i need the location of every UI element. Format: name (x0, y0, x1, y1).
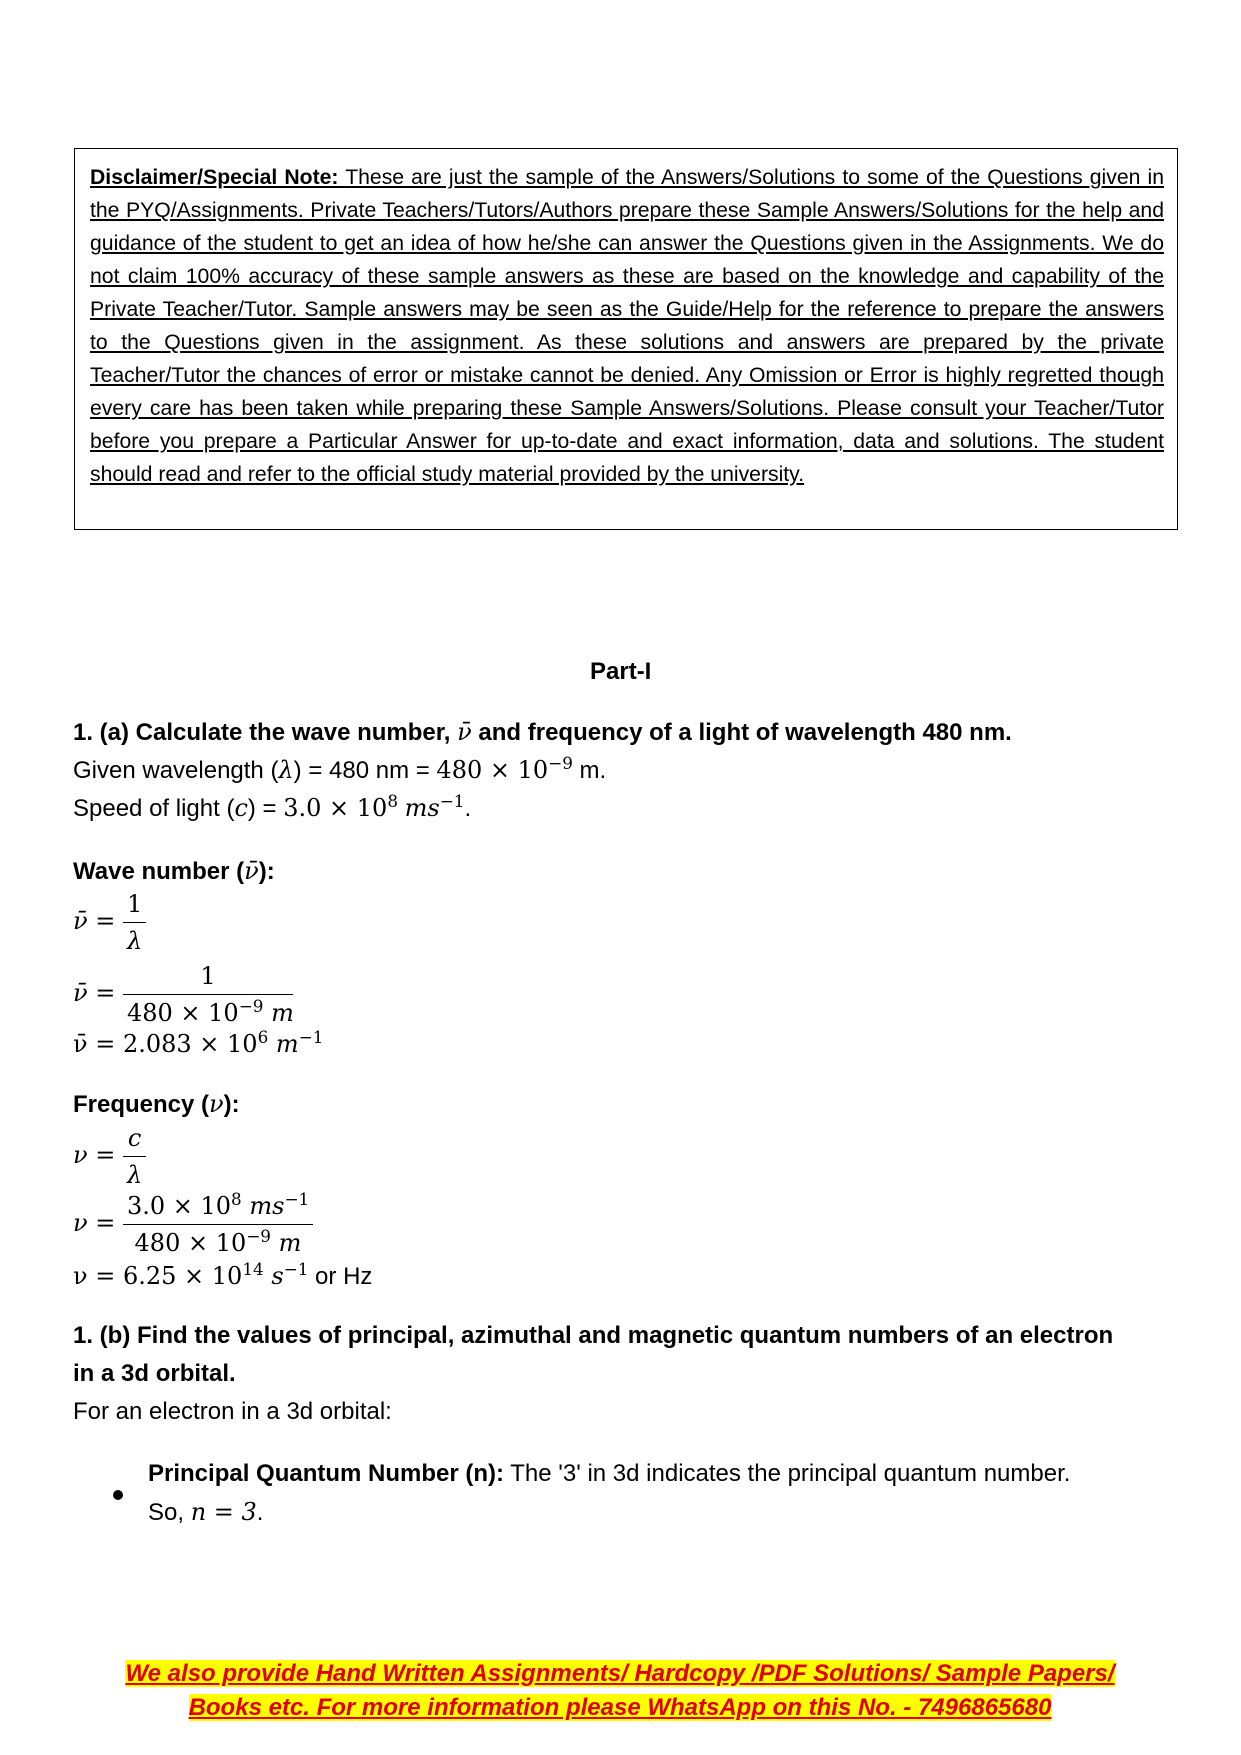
q1b-intro: For an electron in a 3d orbital: (73, 1398, 392, 1425)
equation-frequency-substitution: ν = $\frac{3.0 \times 10^8 ms^{-1}}{480 \times 10^{-9} m}$ (73, 1192, 313, 1257)
disclaimer-body: These are just the sample of the Answers/Solutions to some of the Questions given in the PYQ/Assignments. Private Teachers/Tutors/Authors prepare these Sample Answers/Solutions for the help and guidance of the student to get an idea of how he/she can answer the Questions given in the Assignments. We do not claim 100% accuracy of these sample answers as these are based on the knowledge and capability of the Private Teacher/Tutor. Sample answers may be seen as the Guide/Help for the reference to prepare the answers to the Questions given in the assignment. As these solutions and answers are prepared by the private Teacher/Tutor the chances of error or mistake cannot be denied. Any Omission or Error is highly regretted though every care has been taken while preparing these Sample Answers/Solutions. Please consult your Teacher/Tutor before you prepare a Particular Answer for up-to-date and exact information, data and solutions. The student should read and refer to the official study material provided by the university. (90, 166, 1164, 486)
bullet-principal-line2: So, n = 3. (148, 1498, 264, 1526)
part-title: Part-I (590, 658, 652, 685)
q1a-heading: 1. (a) Calculate the wave number, ν̄ and frequency of a light of wavelength 480 nm. (73, 718, 1012, 746)
equation-wavenumber-substitution: ν̄ = $\frac{1}{480 \times 10^{-9} m}$ (73, 962, 294, 1027)
q1b-heading-line1: 1. (b) Find the values of principal, azimuthal and magnetic quantum numbers of an electron (73, 1322, 1114, 1349)
q1b-heading-line2: in a 3d orbital. (73, 1360, 236, 1387)
disclaimer-text (90, 161, 1164, 491)
wave-number-heading: Wave number (ν̄): (73, 857, 275, 885)
equation-frequency-definition: ν = $\frac{c}{\lambda}$ (73, 1124, 146, 1189)
bullet-principal-line1: Principal Quantum Number (n): The '3' in 3d indicates the principal quantum number. (148, 1460, 1071, 1487)
footer-promo (60, 1657, 1180, 1725)
frequency-heading: Frequency (ν): (73, 1090, 240, 1118)
given-wavelength: Given wavelength (λ) = 480 nm = $480 \times 10^{-9}$ m. (73, 752, 607, 784)
disclaimer-box (74, 148, 1178, 530)
disclaimer-label: Disclaimer/Special Note: (90, 166, 339, 189)
bullet-icon (113, 1490, 123, 1500)
footer-line1: We also provide Hand Written Assignments/ Hardcopy /PDF Solutions/ Sample Papers/ (125, 1660, 1115, 1687)
speed-of-light: Speed of light $(c) = 3.0 \times 10^8$ $ms^{-1}$. (73, 790, 472, 822)
equation-wavenumber-result: ν̄ = $2.083 \times 10^6$ $m^{-1}$ (73, 1026, 324, 1058)
equation-wavenumber-definition: ν̄ = $\frac{1}{\lambda}$ (73, 890, 146, 955)
equation-frequency-result: $\nu = 6.25 \times 10^{14}$ $s^{-1}$ or Hz (73, 1258, 373, 1290)
footer-line2: Books etc. For more information please WhatsApp on this No. - 7496865680 (188, 1694, 1052, 1721)
